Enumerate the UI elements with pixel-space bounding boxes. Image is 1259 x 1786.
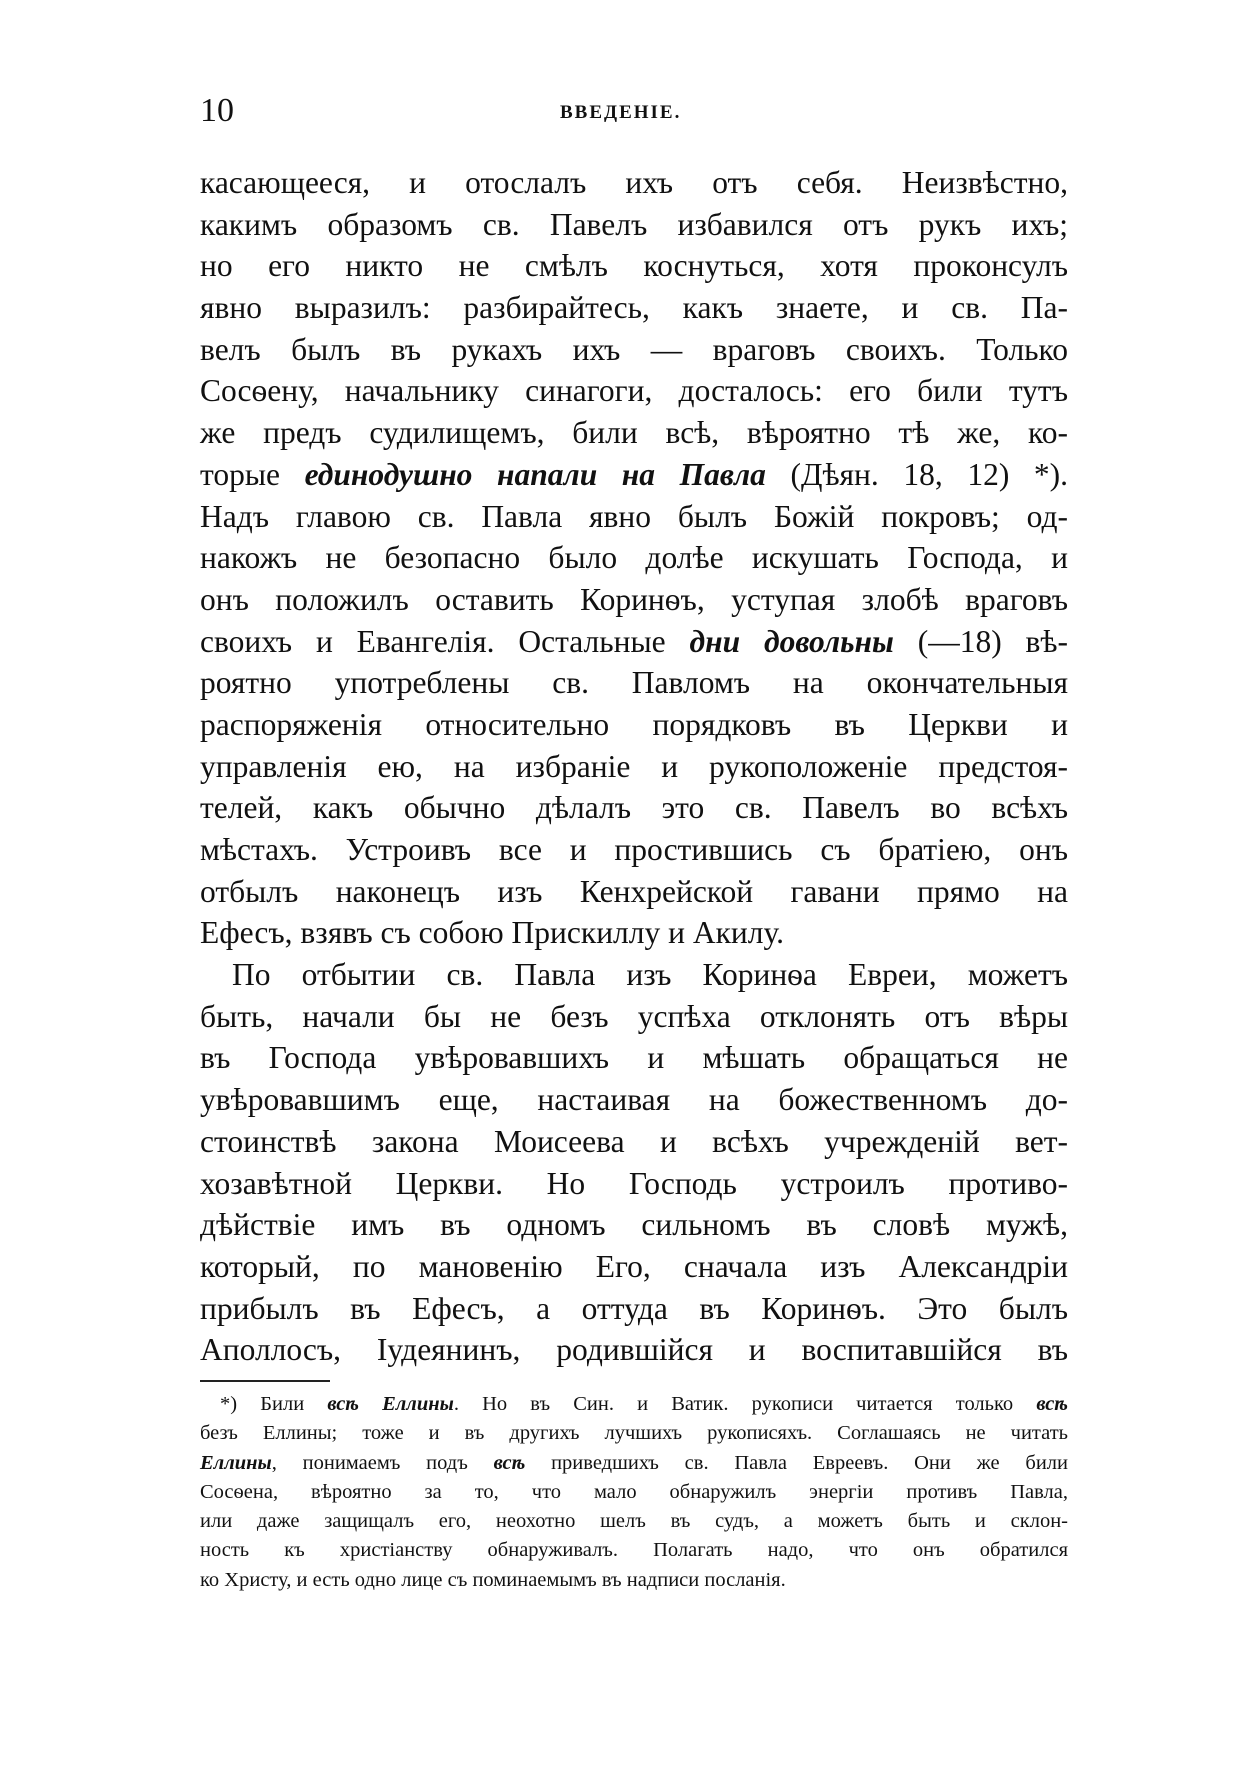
emphasis: Еллины xyxy=(200,1451,272,1474)
footnote-line: безъ Еллины; тоже и въ другихъ лучшихъ рукописяхъ. Соглашаясь не читать xyxy=(200,1422,1068,1445)
text-line: Ефесъ, взявъ съ собою Прискиллу и Акилу. xyxy=(200,915,784,951)
footnote xyxy=(200,1390,1068,1595)
emphasis: всѣ Еллины xyxy=(327,1393,454,1415)
text-line: который, по мановенію Его, сначала изъ Александріи xyxy=(200,1248,1068,1284)
text-line: прибылъ въ Ефесъ, а оттуда въ Коринѳъ. Это былъ xyxy=(200,1290,1068,1326)
text-line: быть, начали бы не безъ успѣха отклонять отъ вѣры xyxy=(200,998,1068,1034)
text-line: увѣровавшимъ еще, настаивая на божественномъ до- xyxy=(200,1082,1068,1118)
text-line: телей, какъ обычно дѣлалъ это св. Павелъ во всѣхъ xyxy=(200,790,1068,826)
emphasis: всѣ xyxy=(493,1451,526,1474)
footnote-separator xyxy=(200,1380,330,1382)
text-line: касающееся, и отослалъ ихъ отъ себя. Неизвѣстно, xyxy=(200,165,1068,200)
footnote-line: ко Христу, и есть одно лице съ поминаемымъ въ надписи посланія. xyxy=(200,1568,786,1591)
text-line: же предъ судилищемъ, били всѣ, вѣроятно тѣ же, ко- xyxy=(200,415,1068,451)
footnote-line: *) Били всѣ Еллины. Но въ Син. и Ватик. рукописи читается только всѣ xyxy=(220,1393,1068,1415)
text-line: явно выразилъ: разбирайтесь, какъ знаете, и св. Па- xyxy=(200,290,1068,326)
emphasis: единодушно напали на Павла xyxy=(304,456,766,492)
text-line: По отбытии св. Павла изъ Коринѳа Евреи, можетъ xyxy=(232,957,1068,993)
page-number: 10 xyxy=(200,92,234,129)
text-line: Аполлосъ, Іудеянинъ, родившійся и воспитавшійся въ xyxy=(200,1332,1068,1368)
text-line: стоинствѣ закона Моисеева и всѣхъ учрежденій вет- xyxy=(200,1123,1068,1159)
emphasis: всѣ xyxy=(1036,1393,1068,1415)
text-line: отбылъ наконецъ изъ Кенхрейской гавани прямо на xyxy=(200,873,1068,909)
text-line: дѣйствіе имъ въ одномъ сильномъ въ словѣ мужѣ, xyxy=(200,1207,1068,1243)
footnote-line: Еллины, понимаемъ подъ всѣ приведшихъ св. Павла Евреевъ. Они же били xyxy=(200,1451,1068,1474)
text-line: торые единодушно напали на Павла (Дѣян. 18, 12) *). xyxy=(200,456,1069,492)
running-title: ВВЕДЕНІЕ. xyxy=(560,102,682,123)
text-line: своихъ и Евангелія. Остальные дни довольны (—18) вѣ- xyxy=(200,623,1069,659)
footnote-line: Сосѳена, вѣроятно за то, что мало обнаружилъ энергіи противъ Павла, xyxy=(200,1480,1068,1503)
text-line: мѣстахъ. Устроивъ все и простившись съ братіею, онъ xyxy=(200,832,1068,867)
text-line: онъ положилъ оставить Коринѳъ, уступая злобѣ враговъ xyxy=(200,581,1068,617)
emphasis: дни довольны xyxy=(689,623,894,659)
text-line: роятно употреблены св. Павломъ на окончательныя xyxy=(200,665,1068,701)
footnote-line: ность къ христіанству обнаруживалъ. Полагать надо, что онъ обратился xyxy=(200,1539,1068,1562)
footnote-line: или даже защищалъ его, неохотно шелъ въ судъ, а можетъ быть и склон- xyxy=(200,1510,1068,1533)
text-line: накожъ не безопасно было долѣе искушать Господа, и xyxy=(200,540,1068,576)
text-line: въ Господа увѣровавшихъ и мѣшать обращаться не xyxy=(200,1040,1068,1076)
main-text xyxy=(200,162,1068,1371)
text-line: какимъ образомъ св. Павелъ избавился отъ рукъ ихъ; xyxy=(200,206,1068,242)
text-line: распоряженія относительно порядковъ въ Церкви и xyxy=(200,706,1068,742)
page-header xyxy=(200,92,1070,142)
text-line: но его никто не смѣлъ коснуться, хотя проконсулъ xyxy=(200,248,1068,284)
text-line: хозавѣтной Церкви. Но Господь устроилъ противо- xyxy=(200,1165,1068,1201)
text-line: Сосѳену, начальнику синагоги, досталось: его били тутъ xyxy=(200,373,1068,409)
text-line: велъ былъ въ рукахъ ихъ — враговъ своихъ. Только xyxy=(200,331,1068,367)
text-line: Надъ главою св. Павла явно былъ Божій покровъ; од- xyxy=(200,498,1068,534)
text-line: управленія ею, на избраніе и рукоположеніе предстоя- xyxy=(200,748,1068,784)
